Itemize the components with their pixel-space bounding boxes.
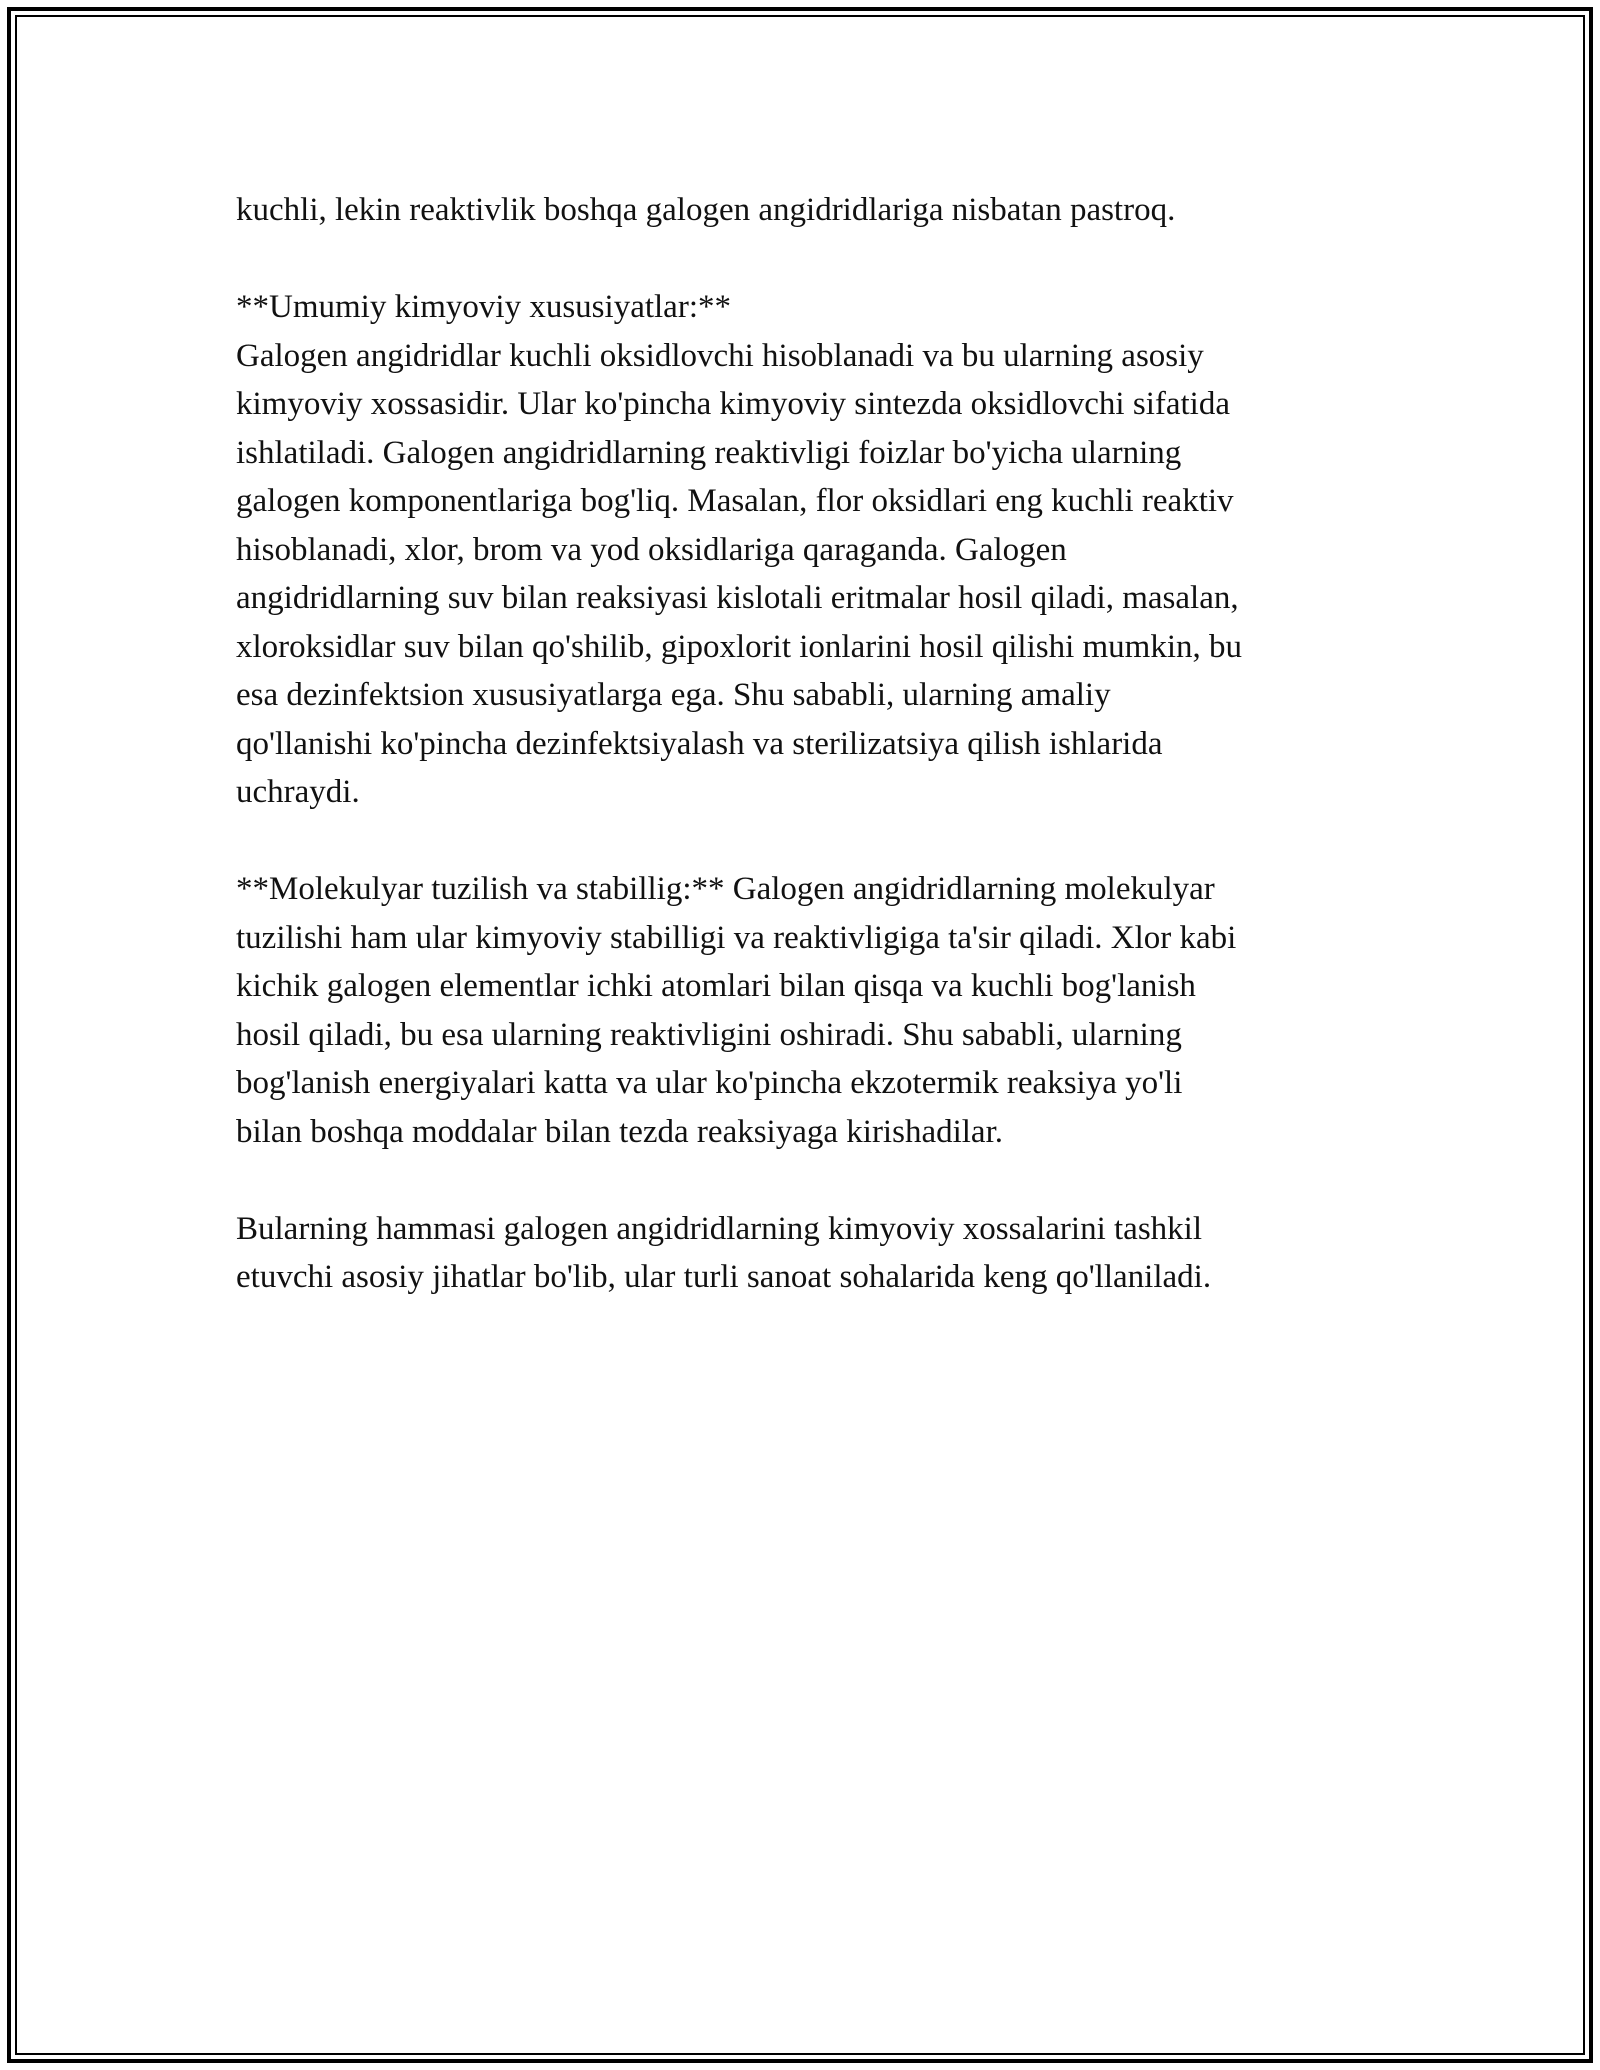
paragraph-molecular-structure	[236, 865, 1366, 1156]
text-line: qo'llanishi ko'pincha dezinfektsiyalash va sterilizatsiya qilish ishlarida	[236, 725, 1163, 762]
document-body	[236, 186, 1366, 1350]
text-line: galogen komponentlariga bog'liq. Masalan, flor oksidlari eng kuchli reaktiv	[236, 483, 1234, 519]
paragraph-general-properties	[236, 283, 1366, 817]
text-line: etuvchi asosiy jihatlar bo'lib, ular turli sanoat sohalarida keng qo'llaniladi.	[236, 1259, 1212, 1295]
text-line: ishlatiladi. Galogen angidridlarning reaktivligi foizlar bo'yicha ularning	[236, 434, 1182, 471]
text-line: **Molekulyar tuzilish va stabillig:** Galogen angidridlarning molekulyar	[236, 871, 1215, 907]
paragraph-conclusion	[236, 1205, 1366, 1302]
section-heading: **Umumiy kimyoviy xususiyatlar:**	[236, 289, 731, 325]
text-line: hisoblanadi, xlor, brom va yod oksidlariga qaraganda. Galogen	[236, 531, 1067, 568]
text-line: uchraydi.	[236, 774, 360, 810]
text-line: Galogen angidridlar kuchli oksidlovchi hisoblanadi va bu ularning asosiy	[236, 337, 1204, 374]
text-line: xloroksidlar suv bilan qo'shilib, gipoxlorit ionlarini hosil qilishi mumkin, bu	[236, 628, 1243, 665]
text-line: bog'lanish energiyalari katta va ular ko'pincha ekzotermik reaksiya yo'li	[236, 1065, 1183, 1101]
text-line: kimyoviy xossasidir. Ular ko'pincha kimyoviy sintezda oksidlovchi sifatida	[236, 386, 1230, 422]
text-line: tuzilishi ham ular kimyoviy stabilligi va reaktivligiga ta'sir qiladi. Xlor kabi	[236, 919, 1237, 956]
text-line: Bularning hammasi galogen angidridlarning kimyoviy xossalarini tashkil	[236, 1210, 1203, 1247]
text-line: hosil qiladi, bu esa ularning reaktivligini oshiradi. Shu sababli, ularning	[236, 1016, 1182, 1053]
paragraph-intro	[236, 186, 1366, 235]
text-line: bilan boshqa moddalar bilan tezda reaksiyaga kirishadilar.	[236, 1113, 1003, 1150]
text-line: angidridlarning suv bilan reaksiyasi kislotali eritmalar hosil qiladi, masalan,	[236, 580, 1239, 616]
text-line: esa dezinfektsion xususiyatlarga ega. Shu sababli, ularning amaliy	[236, 677, 1111, 713]
text-line: kichik galogen elementlar ichki atomlari bilan qisqa va kuchli bog'lanish	[236, 968, 1196, 1004]
text-line: kuchli, lekin reaktivlik boshqa galogen angidridlariga nisbatan pastroq.	[236, 192, 1176, 228]
